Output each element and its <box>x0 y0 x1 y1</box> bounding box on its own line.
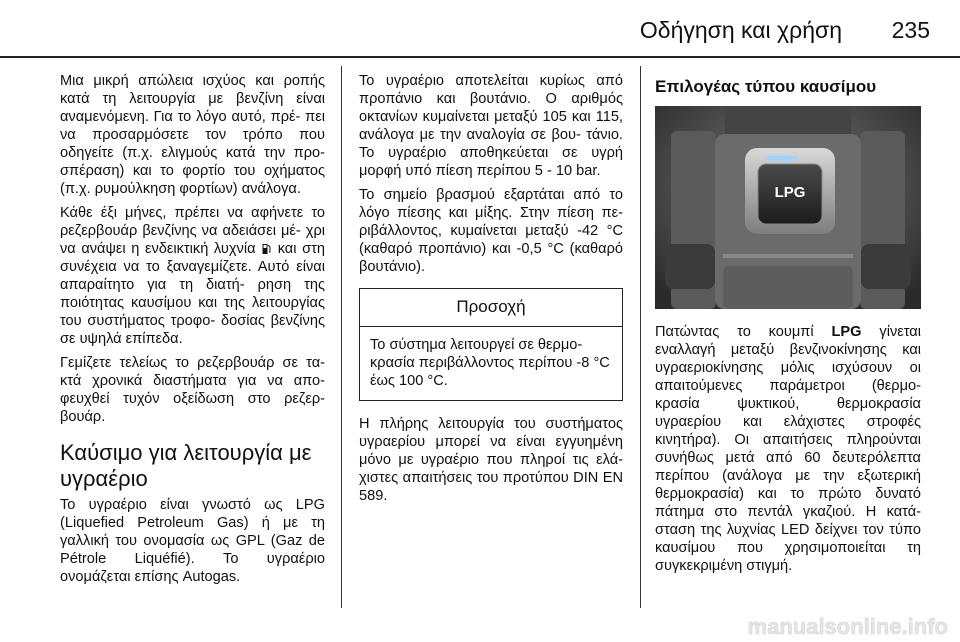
column-right <box>655 72 921 581</box>
paragraph: Μια μικρή απώλεια ισχύος και ροπής κατά τη λειτουργία με βενζίνη είναι αναμενόμενη. Για το λόγο αυτό, πρέ- πει να προσαρμόσετε τον τρόπο που οδηγείτε (π.χ. ελιγμούς κατά την προ- σπέραση) και το φορτίο του οχήματος (π.χ. ρυμούλκηση φορτίων) ανάλογα. <box>60 73 325 197</box>
lpg-switch-photo <box>655 106 921 309</box>
caution-box <box>359 288 623 401</box>
paragraph: Το υγραέριο είναι γνωστό ως LPG (Liquefied Petroleum Gas) ή με τη γαλλική του ονομασία ως GPL (Gaz de Pétrole Liquéfié). Το υγραέριο ονομάζεται επίσης Autogas. <box>60 497 325 585</box>
dashboard-illustration <box>655 106 921 309</box>
paragraph-text: γίνεται εναλλαγή μεταξύ βενζινοκίνησης και υγραεριοκίνησης μόλις ισχύσουν οι απαιτούμενες παράμετροι (θερμο- κρασία ψυκτικού, θερμοκρασία υγραερίου και ελάχιστες στροφές κινητήρα). Οι απαιτήσεις πληρούνται συνήθως μετά από 60 δευτερόλεπτα περίπου (ανάλογα με την εξωτερική θερμοκρασία) και το πρώτο δυνατό πάτημα στο πεντάλ γκαζιού. Η κατά- σταση της λυχνίας LED δείχνει τον τύπο καυσίμου που χρησιμοποιείται τη συγκεκριμένη στιγμή. <box>655 324 921 574</box>
svg-text:manualsonline.info: manualsonline.info <box>747 614 948 639</box>
column-divider-2 <box>640 66 641 608</box>
section-heading: Επιλογέας τύπου καυσίμου <box>655 77 877 96</box>
header-divider <box>0 56 960 58</box>
column-left <box>60 72 325 592</box>
column-divider-1 <box>341 66 342 608</box>
caution-title: Προσοχή <box>360 289 622 327</box>
column-middle <box>359 72 623 511</box>
caution-text: Το σύστημα λειτουργεί σε θερμο- κρασία περιβάλλοντος περίπου -8 °C έως 100 °C. <box>370 337 610 389</box>
page-number: 235 <box>891 17 930 43</box>
paragraph: Η πλήρης λειτουργία του συστήματος υγραερίου μπορεί να είναι εγγυημένη μόνο με υγραέριο που πληροί τις ελά- χιστες απαιτήσεις του προτύπου DIN EN 589. <box>359 416 623 504</box>
paragraph-text: και στη συνέχεια να το ξαναγεμίζετε. Αυτό είναι απαραίτητο για τη διατή- ρηση της ποιότητας καυσίμου και της λειτουργίας του συστήματος τροφο- δοσίας βενζίνης σε υψηλά επίπεδα. <box>60 241 325 347</box>
paragraph <box>655 323 921 575</box>
paragraph: Γεμίζετε τελείως το ρεζερβουάρ σε τα- κτά χρονικά διαστήματα για να απο- φευχθεί τυχόν οξείδωση στο ρεζερ- βουάρ. <box>60 355 325 425</box>
paragraph-text: Κάθε έξι μήνες, πρέπει να αφήνετε το ρεζερβουάρ βενζίνης να αδειάσει μέ- χρι να ανάψει η ενδεικτική λυχνία <box>60 205 325 257</box>
watermark-logo <box>648 614 948 640</box>
paragraph <box>60 204 325 348</box>
section-heading: Καύσιμο για λειτουργία με υγραέριο <box>60 440 312 491</box>
paragraph: Το υγραέριο αποτελείται κυρίως από προπάνιο και βουτάνιο. Ο αριθμός οκτανίων κυμαίνεται μεταξύ 105 και 115, ανάλογα με την αναλογία σε βου- τάνιο. Το υγραέριο αποθηκεύεται σε υγρή μορφή υπό πίεση περίπου 5 - 10 bar. <box>359 73 623 179</box>
page-header <box>0 0 960 60</box>
paragraph-text: Πατώντας το κουμπί <box>655 324 814 340</box>
fuel-lamp-icon <box>262 243 271 255</box>
paragraph: Το σημείο βρασμού εξαρτάται από το λόγο πίεσης και μίξης. Στην πίεση πε- ριβάλλοντος, κυμαίνεται μεταξύ -42 °C (καθαρό προπάνιο) και -0,5 °C (καθαρό βουτάνιο). <box>359 187 623 275</box>
lpg-button-name: LPG <box>831 324 862 340</box>
header-title: Οδήγηση και χρήση <box>639 17 842 43</box>
footer-watermark <box>0 610 960 642</box>
lpg-button-label: LPG <box>774 184 806 201</box>
